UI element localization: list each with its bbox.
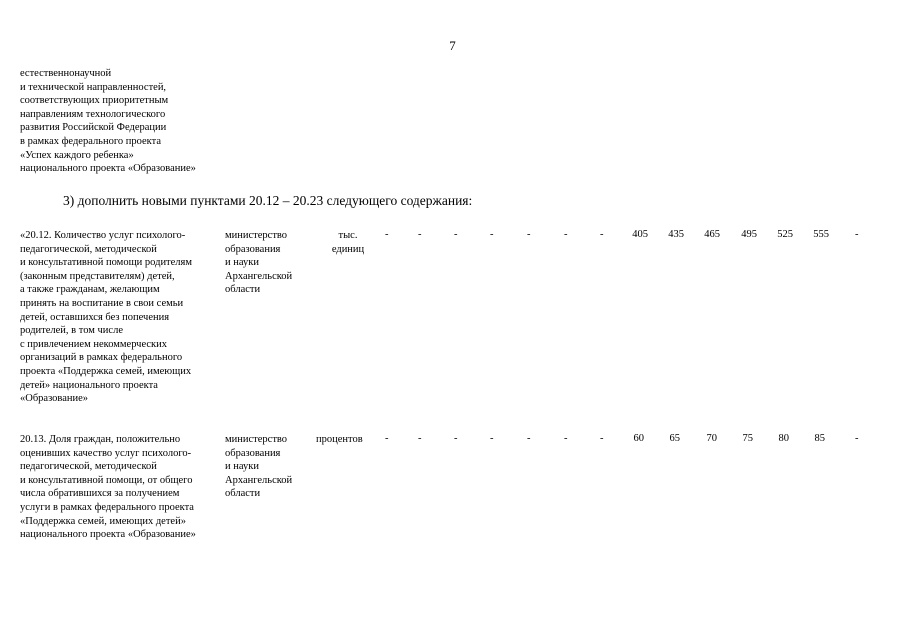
year-value-dash: -	[418, 433, 422, 444]
year-value-dash: -	[385, 433, 389, 444]
year-value-dash: -	[385, 229, 389, 240]
year-value: 435	[668, 229, 684, 240]
continued-indicator-text: естественнонаучной и технической направленностей, соответствующих приоритетным направлениям технологического развития Российской Федерации в рамках федерального проекта «Успех каждого ребенка» национального проекта «Образование»	[20, 68, 196, 175]
year-value-dash: -	[600, 229, 604, 240]
year-value-dash: -	[564, 433, 568, 444]
unit-cell: процентов	[316, 434, 363, 445]
year-value: 75	[742, 433, 753, 444]
year-value-dash: -	[564, 229, 568, 240]
year-value-dash: -	[600, 433, 604, 444]
year-value: 85	[814, 433, 825, 444]
year-value: 405	[632, 229, 648, 240]
year-value-dash: -	[454, 433, 458, 444]
year-value-dash: -	[855, 433, 859, 444]
year-value-dash: -	[490, 229, 494, 240]
year-value-dash: -	[490, 433, 494, 444]
year-value-dash: -	[527, 229, 531, 240]
year-value: 555	[813, 229, 829, 240]
year-value: 525	[777, 229, 793, 240]
year-value-dash: -	[855, 229, 859, 240]
executor-cell: министерство образования и науки Архангельской области	[225, 230, 293, 296]
year-value: 70	[706, 433, 717, 444]
amendment-lead-paragraph: 3) дополнить новыми пунктами 20.12 – 20.23 следующего содержания:	[63, 193, 473, 208]
indicator-name: 20.13. Доля граждан, положительно оценивших качество услуг психолого- педагогической, методической и консультативной помощи, от общего числа обратившихся за получением услуги в рамках федерального проекта «Поддержка семей, имеющих детей» национального проекта «Образование»	[20, 434, 196, 541]
year-value-dash: -	[454, 229, 458, 240]
unit-cell: тыс. единиц	[331, 230, 365, 255]
year-value: 465	[704, 229, 720, 240]
year-value-dash: -	[527, 433, 531, 444]
year-value: 80	[778, 433, 789, 444]
indicator-name: «20.12. Количество услуг психолого- педагогической, методической и консультативной помощи родителям (законным представителям) детей, а также гражданам, желающим принять на воспитание в свои семьи детей, оставшихся без попечения родителей, в том числе с привлечением некоммерческих организаций в рамках федерального проекта «Поддержка семей, имеющих детей» национального проекта «Образование»	[20, 230, 193, 405]
year-value-dash: -	[418, 229, 422, 240]
year-value: 60	[633, 433, 644, 444]
year-value: 65	[669, 433, 680, 444]
page-number: 7	[449, 38, 456, 53]
year-value: 495	[741, 229, 757, 240]
executor-cell: министерство образования и науки Архангельской области	[225, 434, 293, 500]
